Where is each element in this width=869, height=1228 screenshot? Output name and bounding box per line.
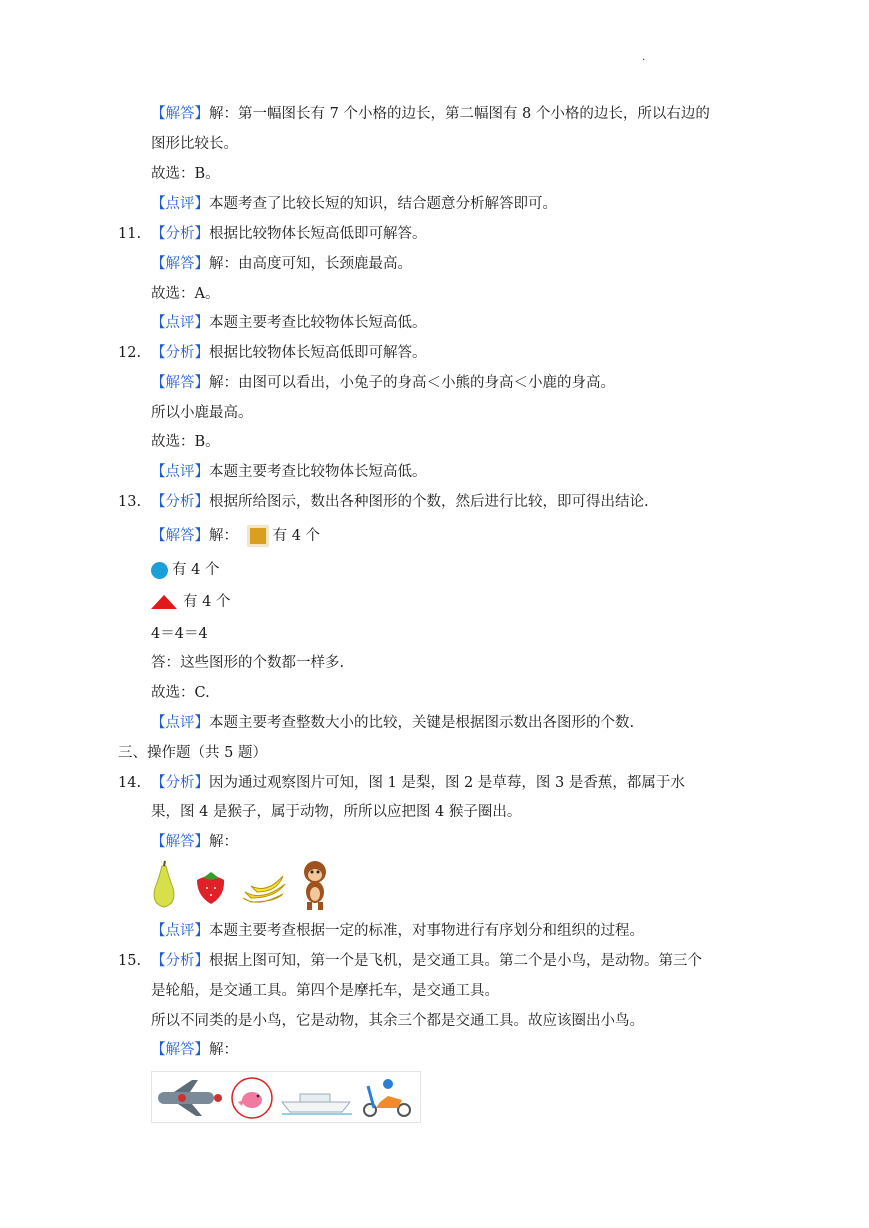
circle-icon <box>151 562 168 579</box>
q11-gu: 故选：A。 <box>151 286 220 302</box>
q13-ans: 答：这些图形的个数都一样多. <box>151 655 345 671</box>
q12-fenxi: 12. 【分析】根据比较物体长短高低即可解答。 <box>118 345 427 361</box>
line-jieda-10: 【解答】解：第一幅图长有 7 个小格的边长，第二幅图有 8 个小格的边长，所以右边的 <box>151 106 710 122</box>
ship-icon <box>282 1094 352 1114</box>
q14-fenxi: 14. 【分析】因为通过观察图片可知，图 1 是梨，图 2 是草莓，图 3 是香蕉，都属于水 <box>118 775 685 791</box>
square-icon <box>247 525 269 547</box>
pear-icon <box>154 861 174 907</box>
q15-fenxi: 15. 【分析】根据上图可知，第一个是飞机，是交通工具。第二个是小鸟，是动物。第三个 <box>118 953 702 969</box>
q12-jieda: 【解答】解：由图可以看出，小兔子的身高＜小熊的身高＜小鹿的身高。 <box>151 375 615 391</box>
q12-line2: 所以小鹿最高。 <box>151 405 253 421</box>
q14-dianping: 【点评】本题主要考查根据一定的标准，对事物进行有序划分和组织的过程。 <box>151 923 644 939</box>
q15-fenxi3: 所以不同类的是小鸟，它是动物，其余三个都是交通工具。故应该圈出小鸟。 <box>151 1013 644 1029</box>
vehicles-image <box>151 1071 421 1123</box>
q11-dianping: 【点评】本题主要考查比较物体长短高低。 <box>151 315 427 331</box>
q14-jieda: 【解答】解： <box>151 834 238 850</box>
bird-icon <box>232 1078 272 1118</box>
tag-jieda: 【解答】 <box>151 106 209 122</box>
q13-eq: 4＝4＝4 <box>151 626 208 642</box>
q13-gu: 故选：C. <box>151 685 210 701</box>
scooter-icon <box>364 1079 410 1116</box>
section-title: 三、操作题（共 5 题） <box>118 745 267 761</box>
q11-fenxi: 11. 【分析】根据比较物体长短高低即可解答。 <box>118 226 427 242</box>
line-gu: 故选：B。 <box>151 166 220 182</box>
header-mark: . <box>642 52 646 63</box>
q15-jieda: 【解答】解： <box>151 1042 238 1058</box>
triangle-icon <box>151 595 177 609</box>
airplane-icon <box>158 1080 222 1116</box>
strawberry-icon <box>197 872 224 904</box>
q13-circle-line: 有 4 个 <box>151 560 219 580</box>
line-cont: 图形比较长。 <box>151 136 238 152</box>
line-dianping-10: 【点评】本题考查了比较长短的知识，结合题意分析解答即可。 <box>151 196 557 212</box>
q15-fenxi2: 是轮船，是交通工具。第四个是摩托车，是交通工具。 <box>151 983 499 999</box>
q13-fenxi: 13. 【分析】根据所给图示，数出各种图形的个数，然后进行比较，即可得出结论. <box>118 494 649 510</box>
q13-jieda: 【解答】解： 有 4 个 <box>151 525 320 547</box>
monkey-icon <box>304 861 326 910</box>
q13-dianping: 【点评】本题主要考查整数大小的比较，关键是根据图示数出各图形的个数. <box>151 715 635 731</box>
q11-jieda: 【解答】解：由高度可知，长颈鹿最高。 <box>151 256 412 272</box>
q12-gu: 故选：B。 <box>151 434 220 450</box>
q14-fenxi2: 果，图 4 是猴子，属于动物，所所以应把图 4 猴子圈出。 <box>151 804 522 820</box>
q12-dianping: 【点评】本题主要考查比较物体长短高低。 <box>151 464 427 480</box>
fruit-animal-image <box>147 858 337 912</box>
banana-icon <box>243 876 285 902</box>
q13-triangle-line: 有 4 个 <box>151 592 230 612</box>
